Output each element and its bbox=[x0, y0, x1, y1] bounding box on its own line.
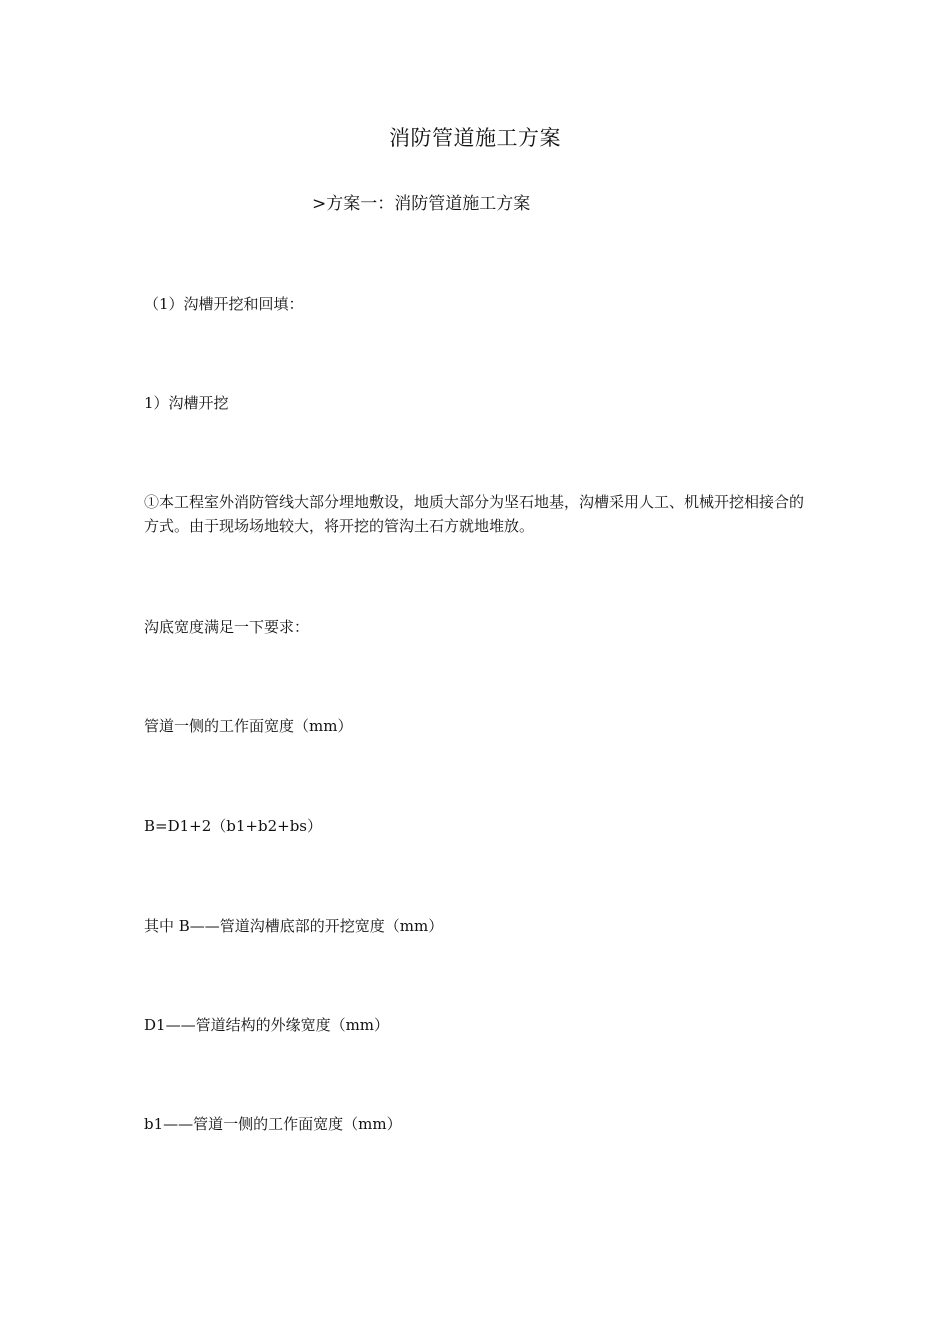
formula-trench-width: B=D1+2（b1+b2+bs） bbox=[144, 817, 323, 835]
paragraph-work-face: 管道一侧的工作面宽度（mm） bbox=[144, 717, 353, 735]
subsection-heading-excavation: 1）沟槽开挖 bbox=[144, 394, 229, 412]
section-heading-trench: （1）沟槽开挖和回填： bbox=[144, 295, 304, 313]
paragraph-excavation-method: ①本工程室外消防管线大部分埋地敷设，地质大部分为坚石地基，沟槽采用人工、机械开挖相接合的方式。由于现场场地较大，将开挖的管沟土石方就地堆放。 bbox=[144, 493, 805, 535]
definition-b: 其中 B——管道沟槽底部的开挖宽度（mm） bbox=[144, 917, 444, 935]
definition-b1: b1——管道一侧的工作面宽度（mm） bbox=[144, 1115, 402, 1133]
definition-d1: D1——管道结构的外缘宽度（mm） bbox=[144, 1016, 390, 1034]
document-title: 消防管道施工方案 bbox=[389, 126, 561, 150]
paragraph-trench-width: 沟底宽度满足一下要求： bbox=[144, 618, 310, 636]
document-subtitle: >方案一：消防管道施工方案 bbox=[312, 194, 531, 214]
